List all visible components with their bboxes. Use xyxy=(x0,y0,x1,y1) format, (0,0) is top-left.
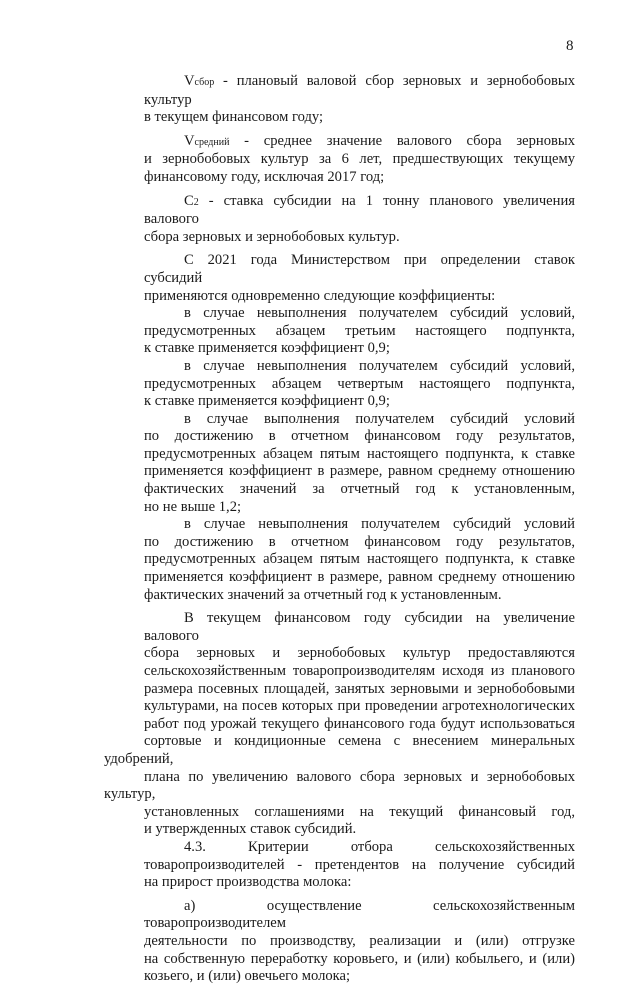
text-line: товаропроизводителей - претендентов на получение субсидий xyxy=(144,856,575,873)
paragraph-case-1 xyxy=(104,305,575,358)
list-item-a xyxy=(104,898,575,986)
text-line: в случае невыполнения получателем субсидий условий, xyxy=(184,357,575,374)
paragraph-intro-2021 xyxy=(104,252,575,305)
paragraph-current-year xyxy=(104,610,575,839)
text-line: к ставке применяется коэффициент 0,9; xyxy=(144,340,390,357)
text-line: а) осуществление сельскохозяйственным товаропроизводителем xyxy=(144,897,575,932)
page-number: 8 xyxy=(566,38,574,54)
text-line: козьего, и (или) овечьего молока; xyxy=(144,968,351,985)
text-line: сельскохозяйственным товаропроизводителям исходя из планового xyxy=(144,663,575,679)
text-line xyxy=(104,193,575,229)
text-line: в случае выполнения получателем субсидий условий xyxy=(184,410,575,427)
text-line: по достижению в отчетном финансовом году результатов, xyxy=(144,428,575,445)
text-line: в случае невыполнения получателем субсидий условий, xyxy=(184,305,575,322)
page-content xyxy=(104,73,575,986)
text-line: в случае невыполнения получателем субсидий условий xyxy=(184,516,575,533)
text-line: и утвержденных ставок субсидий. xyxy=(144,821,357,838)
definition-v-sbor xyxy=(104,73,575,127)
text-line: применяются одновременно следующие коэффициенты: xyxy=(144,287,496,304)
paragraph-case-3 xyxy=(104,411,575,517)
text-line: сбора зерновых и зернобобовых культур. xyxy=(144,228,400,245)
definition-text: - среднее значение валового сбора зерновых xyxy=(229,132,575,149)
text-line: сортовые и кондиционные семена с внесением минеральных удобрений, xyxy=(104,733,575,767)
text-line: сбора зерновых и зернобобовых культур предоставляются xyxy=(144,645,575,662)
text-line: культурами, на посев которых при проведении агротехнологических xyxy=(144,698,575,715)
section-heading-line: 4.3. Критерии отбора сельскохозяйственных xyxy=(184,838,575,855)
text-line xyxy=(104,73,575,109)
definition-c2 xyxy=(104,193,575,247)
text-line: предусмотренных абзацем третьим настоящего подпункта, xyxy=(144,322,575,339)
subscript-sbor: сбор xyxy=(194,77,215,88)
text-line xyxy=(104,133,575,152)
text-line: фактических значений за отчетный год к установленным. xyxy=(144,586,502,603)
text-line: к ставке применяется коэффициент 0,9; xyxy=(144,393,390,410)
symbol-c: C xyxy=(184,192,194,209)
text-line: и зернобобовых культур за 6 лет, предшествующих текущему xyxy=(144,151,575,168)
text-line: по достижению в отчетном финансовом году результатов, xyxy=(144,533,575,550)
text-line: размера посевных площадей, занятых зерновыми и зернобобовыми xyxy=(144,680,575,697)
text-line: но не выше 1,2; xyxy=(144,498,242,515)
text-line: плана по увеличению валового сбора зерновых и зернобобовых культур, xyxy=(104,768,575,803)
text-line: С 2021 года Министерством при определении ставок субсидий xyxy=(144,252,575,286)
text-line: на прирост производства молока: xyxy=(144,874,352,891)
section-4-3 xyxy=(104,839,575,892)
definition-text: - ставка субсидии на 1 тонну планового увеличения валового xyxy=(144,192,575,228)
text-line: деятельности по производству, реализации и (или) отгрузке xyxy=(144,932,575,949)
text-line: финансовому году, исключая 2017 год; xyxy=(144,168,385,185)
text-line: работ под урожай текущего финансового года будут использоваться xyxy=(144,715,575,732)
text-line: в текущем финансовом году; xyxy=(144,109,324,126)
text-line: установленных соглашениями на текущий финансовый год, xyxy=(144,803,575,820)
text-line: фактических значений за отчетный год к установленным, xyxy=(144,481,575,498)
paragraph-case-2 xyxy=(104,358,575,411)
text-line: применяется коэффициент в размере, равном среднему отношению xyxy=(144,569,575,586)
text-line: применяется коэффициент в размере, равном среднему отношению xyxy=(144,463,575,480)
paragraph-case-4 xyxy=(104,516,575,604)
symbol-v: V xyxy=(184,132,195,149)
text-line: В текущем финансовом году субсидии на увеличение валового xyxy=(144,610,575,644)
symbol-v: V xyxy=(184,73,195,89)
text-line: на собственную переработку коровьего, и (или) кобыльего, и (или) xyxy=(144,950,575,967)
definition-v-sredniy xyxy=(104,133,575,187)
text-line: предусмотренных абзацем пятым настоящего подпункта, к ставке xyxy=(144,445,575,462)
subscript-sredniy: средний xyxy=(194,136,230,148)
text-line: предусмотренных абзацем четвертым настоящего подпункта, xyxy=(144,375,575,392)
definition-text: - плановый валовой сбор зерновых и зернобобовых культур xyxy=(144,73,575,108)
subscript-2: 2 xyxy=(193,196,199,208)
text-line: предусмотренных абзацем пятым настоящего подпункта, к ставке xyxy=(144,551,575,568)
